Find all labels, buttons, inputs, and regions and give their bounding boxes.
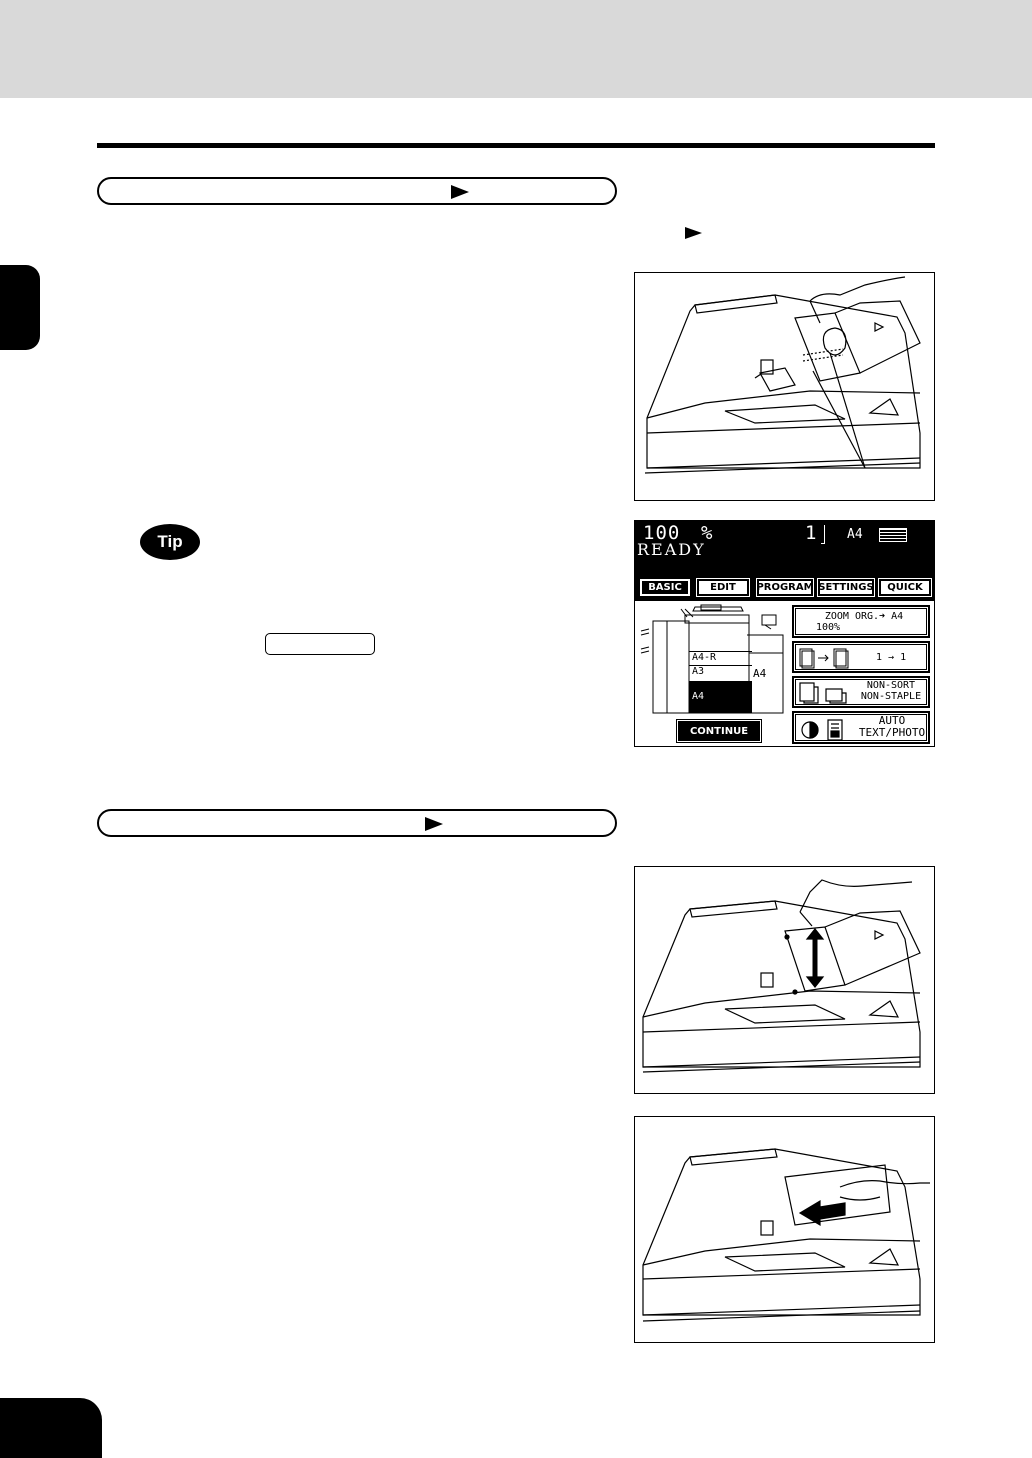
tip-badge xyxy=(140,524,200,560)
original-mode-button[interactable] xyxy=(792,711,930,744)
chapter-tab xyxy=(0,265,40,350)
sort-icon xyxy=(798,681,854,705)
page-number-tab xyxy=(0,1398,102,1458)
tray-2-label[interactable]: A3 xyxy=(689,665,752,680)
finishing-button[interactable] xyxy=(792,676,930,708)
lcd-panel xyxy=(634,520,935,747)
tip-label: Tip xyxy=(157,532,183,551)
arrow-right-icon xyxy=(685,227,702,239)
lcd-copy-count: 1 xyxy=(805,522,817,544)
header-band xyxy=(0,0,1032,98)
lcd-percent-sign: % xyxy=(701,522,713,544)
lcd-status-bar xyxy=(635,521,934,575)
mode-line2: TEXT/PHOTO xyxy=(858,726,926,739)
zoom-button-line2: 100% xyxy=(816,622,841,633)
section-heading-pill-1 xyxy=(97,177,617,205)
tab-basic[interactable]: BASIC xyxy=(640,579,690,596)
section-heading-pill-2 xyxy=(97,809,617,837)
finish-line1: NON-SORT xyxy=(866,680,916,691)
feeder-figure-1 xyxy=(634,272,935,501)
lcd-paper-size: A4 xyxy=(847,527,863,542)
tray-1-label[interactable]: A4-R xyxy=(689,651,752,666)
feeder-figure-2 xyxy=(634,866,935,1094)
tab-program[interactable]: PROGRAM xyxy=(757,579,813,596)
tab-quick[interactable]: QUICK xyxy=(879,579,931,596)
arrow-right-icon xyxy=(451,185,469,199)
duplex-icon xyxy=(798,647,854,669)
arrow-right-icon xyxy=(425,817,443,831)
continue-button[interactable]: CONTINUE xyxy=(678,721,760,741)
lcd-zoom-value: 100 xyxy=(643,522,681,544)
zoom-button[interactable] xyxy=(792,605,930,638)
lcd-count-bracket xyxy=(821,525,825,544)
tray-3-label[interactable]: A4 xyxy=(689,681,752,713)
duplex-value: 1 → 1 xyxy=(876,652,907,663)
tab-edit[interactable]: EDIT xyxy=(697,579,749,596)
zoom-button-line1: ZOOM ORG.➜ A4 xyxy=(824,611,904,622)
section-rule xyxy=(97,143,935,148)
key-outline xyxy=(265,633,375,655)
density-icon xyxy=(798,716,854,742)
bypass-tray-label[interactable]: A4 xyxy=(753,667,767,680)
paper-stack-icon xyxy=(879,528,907,542)
mode-line1: AUTO xyxy=(878,714,906,727)
duplex-button[interactable] xyxy=(792,641,930,673)
lcd-status-text: READY xyxy=(637,540,706,559)
finish-line2: NON-STAPLE xyxy=(860,691,922,702)
feeder-figure-3 xyxy=(634,1116,935,1343)
tab-settings[interactable]: SETTINGS xyxy=(818,579,874,596)
